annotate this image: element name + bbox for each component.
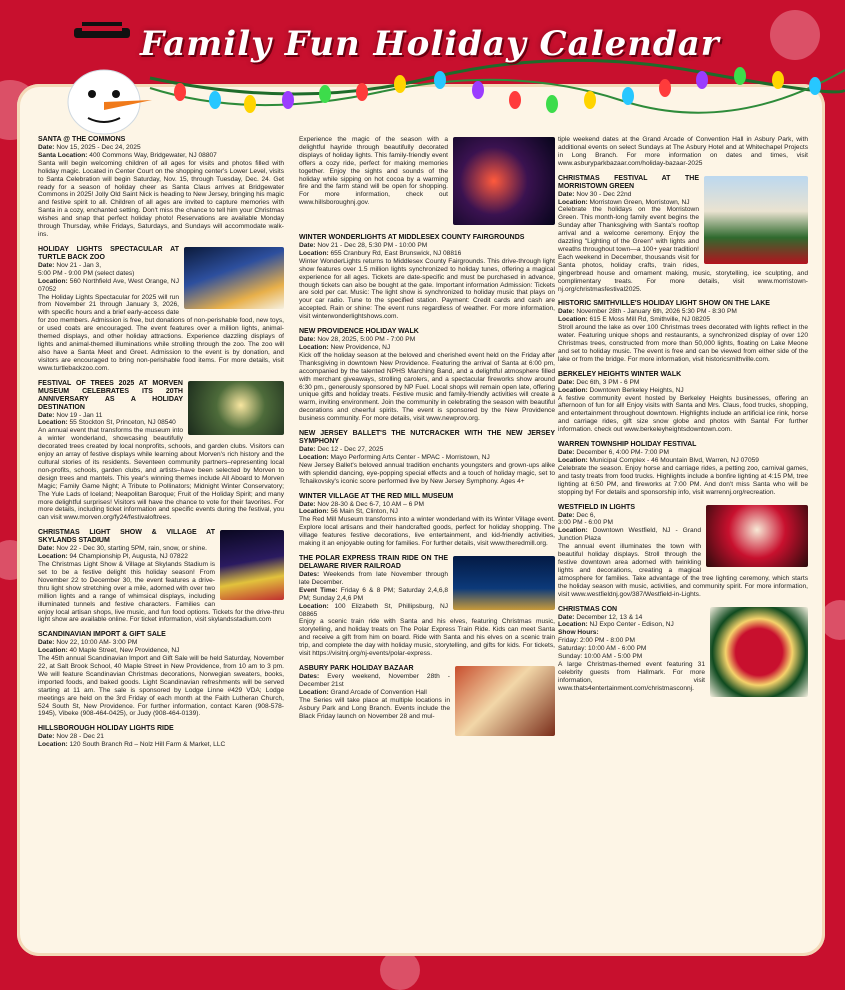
detail-label: Date: xyxy=(299,500,316,508)
event-listing xyxy=(299,665,555,738)
detail-label: Date: xyxy=(38,261,55,269)
event-heading: FESTIVAL OF TREES 2025 AT MORVEN MUSEUM CELEBRATES ITS 20TH ANNIVERSARY AS A HOLIDAY DESTINATION xyxy=(38,379,183,411)
detail-label: Location: xyxy=(38,647,68,655)
detail-label: Date: xyxy=(299,446,316,454)
bulb xyxy=(809,77,821,95)
detail-label: Date: xyxy=(38,733,55,741)
detail-label: Location: xyxy=(558,386,588,394)
westfield-santa-photo xyxy=(706,505,808,567)
detail-value: 40 Maple Street, New Providence, NJ xyxy=(67,647,180,655)
detail-value: Morristown Green, Morristown, NJ xyxy=(587,198,690,206)
event-listing xyxy=(558,504,808,599)
event-description: Celebrate the season. Enjoy horse and carriage rides, a petting zoo, carnival games, and tasty treats from food trucks. Highlights include a bonfire lighting at 4:15 PM, tree lighting at 6:50 PM, and fireworks at 7:00 PM. And don't miss Santa who will be stopping by! For details and sponsorship info, visit warrennj.org/recreation. xyxy=(558,464,808,496)
event-detail xyxy=(299,336,555,344)
event-heading: CHRISTMAS FESTIVAL AT THE MORRISTOWN GREEN xyxy=(558,174,699,190)
detail-label: Santa Location: xyxy=(38,151,88,159)
morven-trees-photo xyxy=(188,381,284,435)
event-detail xyxy=(38,639,284,647)
event-description: The Series will take place at multiple locations in Asbury Park and Long Branch. Events include the Black Friday launch on November 28 and mul- xyxy=(299,696,450,720)
event-heading: NEW JERSEY BALLET'S THE NUTCRACKER WITH THE NEW JERSEY SYMPHONY xyxy=(299,430,555,446)
detail-value: Saturday: 10:00 AM - 6:00 PM xyxy=(558,645,647,653)
detail-value: Nov 28 - Dec 21 xyxy=(54,733,104,741)
detail-value: Nov 21 - Jan 3, xyxy=(54,261,102,269)
event-description: Experience the magic of the season with a delightful hayride through beautifully decorated displays of holiday lights. This family-friendly event offers a cozy ride, perfect for making memories together. Enjoy the sights and sounds of the holiday while sipping on hot cocoa by a warming fire and the farm stand will be open for shopping. For more information, check out www.hillsboroughnj.gov. xyxy=(299,136,448,207)
polar-express-photo xyxy=(453,556,555,610)
event-listing xyxy=(558,175,808,294)
event-heading: WINTER VILLAGE AT THE RED MILL MUSEUM xyxy=(299,492,454,500)
detail-label: Date: xyxy=(558,190,575,198)
detail-value: Dec 6th, 3 PM - 6 PM xyxy=(574,378,640,386)
detail-label: Location: xyxy=(299,508,329,516)
event-detail xyxy=(299,250,555,258)
detail-value: 615 E Moss Mill Rd, Smithville, NJ 08205 xyxy=(587,316,711,324)
bulb xyxy=(244,95,256,113)
detail-value: Nov 15, 2025 - Dec 24, 2025 xyxy=(54,144,141,151)
event-detail xyxy=(558,449,808,457)
detail-value: Downtown Westfield, NJ - Grand Junction Plaza xyxy=(558,527,701,543)
skylands-lights-photo xyxy=(220,530,284,600)
detail-label: Location: xyxy=(558,198,588,206)
event-listing xyxy=(38,529,284,624)
detail-label: Location: xyxy=(38,419,68,427)
column-2 xyxy=(299,136,555,745)
event-description: The 45th annual Scandinavian Import and Gift Sale will be held Saturday, November 22, at Salt Brook School, 40 Maple Street in New Providence, from 10 am to 3 pm. We will feature Scandinavian Christmas decorations, Norwegian sweaters, books, imported foods, and baked goods. Light Scandinavian refreshments will be served starting at 11 am. The sale is sponsored by Lodge Linne #429 VDA; Lodge meetings are held on the 3rd Friday of each month at the Faith Lutheran Church, 524 South St, New Providence. For further information, contact Karen (908-578-1945), Vibeke (908-464-0425), or Judy (908-464-0139). xyxy=(38,655,284,718)
event-heading: SANTA @ THE COMMONS xyxy=(38,136,126,143)
bulb xyxy=(434,71,446,89)
detail-label: Location: xyxy=(38,277,68,285)
event-description: Celebrate the holidays on the Morristown Green. This month-long family event begins the Sunday after Thanksgiving with Santa's rooftop arrival and a welcome ceremony. Enjoy the dazzling "Lighting of the Green" with lights and wreaths throughout town—a 100+ year tradition! Each weekend in December, thousands visit for Santa photos, holiday crafts, train rides, gingerbread house and ornament making, music, storytelling, ice sculpting, and complimentary treats. For more details, visit www.morristown-nj.org/christmasfestival2025. xyxy=(558,206,808,293)
detail-value: Friday 6 & 8 PM; Saturday 2,4,6,8 PM; Sunday 2,4,6 PM xyxy=(299,586,448,602)
detail-label: Location: xyxy=(299,602,329,610)
column-1 xyxy=(38,136,284,756)
event-detail xyxy=(299,508,555,516)
event-description: The Red Mill Museum transforms into a winter wonderland with its Winter Village event. Explore local artisans and their handcrafted goods, perfect for holiday shopping. The village features festive decorations, live entertainment, and kid-friendly activities, making it an enjoyable outing for families. For further details, visit www.theredmill.org. xyxy=(299,516,555,548)
detail-label: Location: xyxy=(558,457,588,464)
event-heading: WESTFIELD IN LIGHTS xyxy=(558,503,635,511)
event-heading: HISTORIC SMITHVILLE'S HOLIDAY LIGHT SHOW ON THE LAKE xyxy=(558,300,770,308)
event-description: Winter WonderLights returns to Middlesex County Fairgrounds. This drive-through light show features over 1.5 million lights synchronized to holiday tunes, offering a magical experience for all ages. Tickets are date-specific and must be purchased in advance, though tickets can also be bought at the gate. Important information Admission: Tickets are sold per car. Music: The light show is synchronized to holiday music that plays on your car radio. Tune to the specified station. Payment: Credit cards and cash are accepted. Rain or shine: The event runs regardless of weather. For more information, visit winterwonderlightshows.com. xyxy=(299,257,555,321)
detail-label: Date: xyxy=(558,613,575,621)
column-3 xyxy=(558,136,808,706)
event-heading: ASBURY PARK HOLIDAY BAZAAR xyxy=(299,664,414,672)
event-description: A festive community event hosted by Berkeley Heights businesses, offering an afternoon of fun for all! Enjoy visits with Santa and Mrs. Claus, food trucks, shopping, and entertainment throughout downtown. Highlights include an artificial ice rink, horse and carriage rides, gift size snow globe and photos with Santa! For further information. check out www.berkeleyheightsdowntown.com. xyxy=(558,394,808,434)
event-listing xyxy=(38,246,284,373)
hayride-lights-photo xyxy=(453,137,555,225)
event-listing xyxy=(299,430,555,486)
event-description: The annual event illuminates the town with beautiful holiday displays. Stroll through the festive downtown area adorned with twinkling lights and decorations, creating a magical atmosphere for families. Take advantage of the tree lighting ceremony, which starts the holiday season with music, activities, and community spirit. For more information, visit www.westfieldnj.gov/387/Westfield-in-Lights. xyxy=(558,543,808,598)
detail-value: Weekends from late November through late December. xyxy=(299,571,448,586)
bazaar-photo xyxy=(455,666,555,736)
event-listing xyxy=(299,555,555,658)
event-description: An annual event that transforms the museum into a winter wonderland, showcasing beautifully decorated trees created by local nonprofits, schools, and garden clubs. Visitors can enjoy an array of festive displays while learning about Morven's rich history and the cultural stories of its residents. Seventeen community partners–representing local non-profits, schools, garden clubs, and artists–have been selected by Morven to design trees and mantels. This year's winning themes include All Aboard to Morven Magic; Family Game Night; A Tribute to Pollinators; Midnight Winter Conservatory; The Yule Lads of Iceland; Neapolitan Baroque; Fruit of the Holiday Spirit; and many more delightful surprises! Visitors will have the chance to vote for their favorites. For more details, including ticket information and specific events during the festival, you can visit www.morven.org/fy24/festivaloftrees. xyxy=(38,427,284,522)
event-listing xyxy=(299,234,555,321)
event-detail xyxy=(299,446,555,454)
detail-label: Dates: xyxy=(299,571,320,578)
detail-value: Municipal Complex - 46 Mountain Blvd, Warren, NJ 07059 xyxy=(587,457,759,464)
detail-label: Location: xyxy=(299,453,329,461)
event-listing xyxy=(558,136,808,168)
event-heading: BERKELEY HEIGHTS WINTER WALK xyxy=(558,370,682,378)
detail-label: Location: xyxy=(299,688,329,696)
detail-value: Dec 12 - Dec 27, 2025 xyxy=(315,446,384,454)
detail-value: Nov 22 - Dec 30, starting 5PM, rain, snow, or shine. xyxy=(54,545,207,553)
event-heading: HOLIDAY LIGHTS SPECTACULAR AT TURTLE BACK ZOO xyxy=(38,245,179,261)
event-detail xyxy=(38,733,284,741)
detail-value: 100 Elizabeth St, Phillipsburg, NJ 08865 xyxy=(299,602,448,618)
detail-label: Date: xyxy=(38,639,55,647)
detail-label: Date: xyxy=(558,449,575,457)
event-detail xyxy=(38,647,284,655)
detail-label: Location: xyxy=(38,553,68,561)
event-detail xyxy=(558,457,808,465)
christmas-con-photo xyxy=(710,607,808,697)
event-detail xyxy=(299,454,555,462)
morristown-green-photo xyxy=(704,176,808,264)
event-listing xyxy=(38,380,284,523)
event-listing xyxy=(299,328,555,423)
detail-value: Nov 21 - Dec 28, 5:30 PM - 10:00 PM xyxy=(315,242,428,249)
detail-value: Nov 19 - Jan 11 xyxy=(54,411,103,419)
detail-value: 655 Cranbury Rd, East Brunswick, NJ 08816 xyxy=(328,249,462,257)
event-detail xyxy=(38,741,284,749)
event-listing xyxy=(38,725,284,749)
detail-label: Location: xyxy=(558,527,588,535)
bulb xyxy=(209,91,221,109)
page-title: Family Fun Holiday Calendar xyxy=(140,24,720,64)
event-heading: SCANDINAVIAN IMPORT & GIFT SALE xyxy=(38,631,166,639)
event-listing xyxy=(299,136,555,227)
detail-label: Location: xyxy=(299,343,329,351)
event-description: A large Christmas-themed event featuring 31 celebrity guests from Hallmark. For more information, visit www.thats4entertainment.com/christmasconnj. xyxy=(558,660,705,692)
detail-value: NJ Expo Center - Edison, NJ xyxy=(587,621,674,629)
event-listing xyxy=(558,606,808,699)
bulb xyxy=(319,85,331,103)
event-listing xyxy=(558,441,808,496)
event-listing xyxy=(38,136,284,239)
calendar-panel xyxy=(17,84,825,956)
detail-label: Event Time: xyxy=(299,586,338,594)
detail-value: Downtown Berkeley Heights, NJ xyxy=(587,386,684,394)
detail-label: Date: xyxy=(558,308,575,316)
event-detail xyxy=(558,308,808,316)
event-detail xyxy=(299,501,555,509)
event-listing xyxy=(38,631,284,718)
detail-label: Date: xyxy=(38,411,55,419)
detail-value: December 12, 13 & 14 xyxy=(574,613,643,621)
bulb xyxy=(472,81,484,99)
bulb xyxy=(282,91,294,109)
event-heading: THE POLAR EXPRESS TRAIN RIDE ON THE DELAWARE RIVER RAILROAD xyxy=(299,555,448,570)
detail-value: 5:00 PM - 9:00 PM (select dates) xyxy=(38,269,135,277)
detail-value: Every weekend, November 28th - December 21st xyxy=(299,672,450,688)
detail-value: December 6, 4:00 PM- 7:00 PM xyxy=(574,449,670,457)
detail-label: Dates: xyxy=(299,672,320,680)
detail-label: Date: xyxy=(38,545,55,553)
event-heading: WINTER WONDERLIGHTS AT MIDDLESEX COUNTY FAIRGROUNDS xyxy=(299,234,525,241)
bulbs xyxy=(174,67,821,113)
detail-label: Date: xyxy=(299,336,316,344)
detail-value: New Providence, NJ xyxy=(328,343,391,351)
zoo-lights-photo xyxy=(184,247,284,309)
detail-label: Location: xyxy=(558,316,588,324)
detail-value: 55 Stockton St, Princeton, NJ 08540 xyxy=(67,419,176,427)
event-detail xyxy=(38,144,284,152)
detail-value: Friday: 2:00 PM - 8:00 PM xyxy=(558,637,635,645)
detail-value: November 28th - January 6th, 2026 5:30 PM - 8:30 PM xyxy=(574,308,737,316)
detail-value: Nov 28, 2025, 5:00 PM - 7:00 PM xyxy=(315,336,416,344)
bulb xyxy=(356,83,368,101)
detail-label: Date: xyxy=(299,242,316,249)
detail-value: Sunday: 10:00 AM - 5:00 PM xyxy=(558,653,643,661)
detail-value: 400 Commons Way, Bridgewater, NJ 08807 xyxy=(87,151,217,159)
event-description: The Holiday Lights Spectacular for 2025 will run from November 21 through January 3, 2026, with specific hours and a brief early-access date for zoo members. Admission is free, but donations of non-perishable food, new toys, or used coats are encouraged. The event features over a million lights, animal-themed displays, and other holiday attractions. Experience dazzling displays of lights and animal-themed illuminations while strolling through the zoo. The zoo will also have a Santa Meet and Greet. Admission to the event is by donation, and visitors are encouraged to bring non-perishable food items. For more details, visit www.turtlebackzoo.com. xyxy=(38,293,284,372)
detail-label: Location: xyxy=(38,741,68,749)
event-listing xyxy=(558,371,808,434)
event-description: Enjoy a scenic train ride with Santa and his elves, featuring Christmas music, storytelling, and holiday treats on The Polar Express Train Ride. Kids can meet Santa and receive a gift from him on board. Ride with Santa and his elves on a scenic train trip, and complete the day with holiday music, storytelling, and gifts for kids. For tickets, visit https://visitnj.org/nj-events/polar-express. xyxy=(299,618,555,658)
bulb xyxy=(622,87,634,105)
detail-value: Nov 28-30 & Dec 6-7, 10 AM – 6 PM xyxy=(315,500,424,508)
bokeh-light xyxy=(380,950,420,990)
event-heading: NEW PROVIDENCE HOLIDAY WALK xyxy=(299,328,419,336)
detail-value: Nov 30 - Dec 22nd xyxy=(574,190,632,198)
detail-label: Date: xyxy=(38,144,55,151)
detail-value: Mayo Performing Arts Center - MPAC - Morristown, NJ xyxy=(328,453,490,461)
detail-label: Date: xyxy=(558,511,575,519)
bulb xyxy=(509,91,521,109)
event-detail xyxy=(558,387,808,395)
event-description: Stroll around the lake as over 100 Christmas trees decorated with lights reflect in the water. Featuring unique shops and restaurants, a synchronized display of over 120 Christmas trees, constructed from more than 50,000 lights, floating on Lake Meone and set to holiday music. The event is free and can be viewed from either side of the lake or from the bridge. For more information, visit historicsmithville.com. xyxy=(558,324,808,363)
bulb xyxy=(174,83,186,101)
detail-label: Date: xyxy=(558,378,575,386)
event-description: The Christmas Light Show & Village at Skylands Stadium is set to be a festive delight this holiday season! From November 22 to December 30, the event features a drive-thru light show stretching over a mile, adorned with over two million lights and a range of whimsical displays, including illuminated tunnels and festive characters. Families can enjoy local artisan shops, live music, and fun food options. Tickets for the drive-thru light show are available online. For ticket information, visit skylandsstadium.com xyxy=(38,561,284,624)
event-heading: CHRISTMAS LIGHT SHOW & VILLAGE AT SKYLANDS STADIUM xyxy=(38,529,215,545)
event-heading: WARREN TOWNSHIP HOLIDAY FESTIVAL xyxy=(558,441,697,449)
event-description: Santa will begin welcoming children of all ages for visits and photos filled with holiday magic. Located in Center Court on the shopping center's Lower Level, visits to Santa Celebration will begin Saturday, Nov. 15, through Tuesday, Dec. 24. Get ready for a season of holiday cheer as Santa Claus arrives at Bridgewater Commons in 2025! Jolly Old Saint Nick is heading to New Jersey, bringing his magic and festive spirit to all. Children of all ages are invited to capture memories with Santa in a cozy, enchanted setting. Don't miss the chance to tell him your Christmas wishes and snap that perfect holiday photo! Reservations are available Monday through Thursday, while Fridays, Saturdays, and Sundays will accommodate walk-ins. xyxy=(38,159,284,238)
bulb xyxy=(546,95,558,113)
event-heading: HILLSBOROUGH HOLIDAY LIGHTS RIDE xyxy=(38,725,174,733)
detail-value: 56 Main St, Clinton, NJ xyxy=(328,508,398,516)
event-heading: CHRISTMAS CON xyxy=(558,605,618,613)
event-detail xyxy=(558,379,808,387)
event-detail xyxy=(299,344,555,352)
detail-label: Show Hours: xyxy=(558,629,599,637)
detail-value: 3:00 PM - 6:00 PM xyxy=(558,519,613,527)
event-description: Kick off the holiday season at the beloved and cherished event held on the Friday after Thanksgiving in downtown New Providence. Featuring the arrival of Santa at 6:00 pm, accompanied by the talented NPHS Marching Band, and a delightful atmosphere filled with merchant giveaways, strolling carolers, and a spectacular fireworks show around 6:30 pm., generously sponsored by NP Fuel. Local shops will remain open late, offering unique gifts and holiday treats. Festive music and family-friendly activities will create a warm, inviting environment. Join the community in celebrating the season with beautiful decorations and cheerful spirits. The event is sponsored by the New Providence business community. For more details, visit www.newprov.org. xyxy=(299,351,555,423)
bulb xyxy=(584,91,596,109)
bulb xyxy=(394,75,406,93)
detail-value: 560 Northfield Ave, West Orange, NJ 07052 xyxy=(38,277,179,293)
detail-label: Location: xyxy=(558,621,588,629)
detail-value: 120 South Branch Rd – Nolz Hill Farm & Market, LLC xyxy=(67,741,226,749)
event-description: tiple weekend dates at the Grand Arcade of Convention Hall in Asbury Park, with additional events on select Sundays at The Asbury Hotel and at Whitechapel Projects in Long Branch. For more information on dates and times, visit www.asburyparkbazaar.com/holiday-bazaar-2025 xyxy=(558,136,808,167)
detail-value: Nov 22, 10:00 AM- 3:00 PM xyxy=(54,639,138,647)
event-detail xyxy=(558,316,808,324)
detail-value: 94 Championship Pl, Augusta, NJ 07822 xyxy=(67,553,188,561)
event-detail xyxy=(38,152,284,160)
bulb xyxy=(659,79,671,97)
detail-label: Location: xyxy=(299,249,329,257)
detail-value: Dec 6, xyxy=(574,511,596,519)
event-listing xyxy=(558,300,808,363)
event-listing xyxy=(299,493,555,548)
event-description: New Jersey Ballet's beloved annual tradition enchants youngsters and grown-ups alike with splendid dancing, eye-popping special effects and a touch of holiday magic, set to Tchaikovsky's iconic score performed live by New Jersey Symphony. Ages 4+ xyxy=(299,461,555,485)
bulb xyxy=(772,71,784,89)
bulb xyxy=(696,71,708,89)
detail-value: Grand Arcade of Convention Hall xyxy=(328,688,427,696)
event-detail xyxy=(299,242,555,250)
